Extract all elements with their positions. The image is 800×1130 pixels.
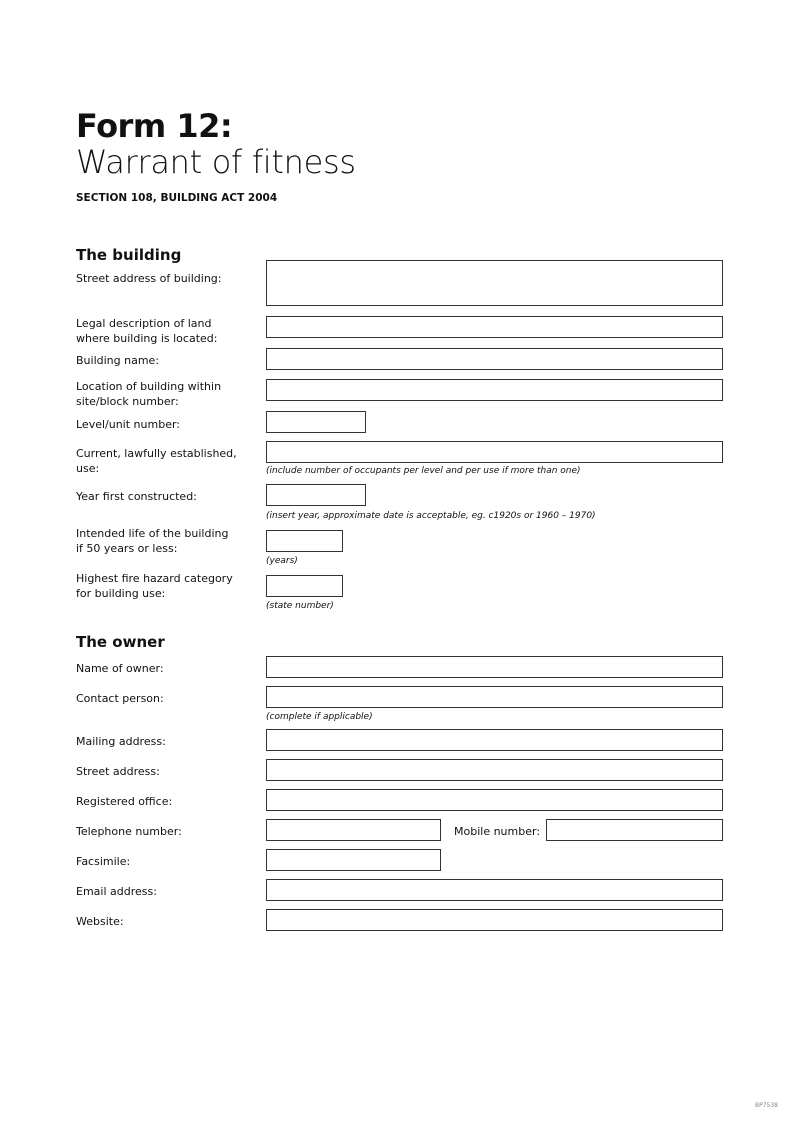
form-subtitle: SECTION 108, BUILDING ACT 2004 [76,192,278,204]
registered-office-field[interactable] [266,789,723,811]
legal-description-label: Legal description of land where building is located: [76,317,218,345]
legal-description-field[interactable] [266,316,723,338]
fire-hazard-label: Highest fire hazard category for building use: [76,572,233,600]
form-title: Warrant of fitness [76,143,356,181]
building-name-label: Building name: [76,354,160,367]
telephone-field[interactable] [266,819,441,841]
level-unit-label: Level/unit number: [76,418,180,431]
facsimile-label: Facsimile: [76,855,131,868]
fire-hazard-field[interactable] [266,575,343,597]
owner-name-label: Name of owner: [76,662,164,675]
street-address-label: Street address of building: [76,272,222,285]
year-constructed-field[interactable] [266,484,366,506]
owner-street-address-field[interactable] [266,759,723,781]
contact-person-hint: (complete if applicable) [266,712,373,722]
facsimile-field[interactable] [266,849,441,871]
owner-name-field[interactable] [266,656,723,678]
mobile-label: Mobile number: [454,825,541,838]
telephone-label: Telephone number: [76,825,182,838]
intended-life-hint: (years) [266,556,298,566]
registered-office-label: Registered office: [76,795,173,808]
level-unit-field[interactable] [266,411,366,433]
owner-section-heading: The owner [76,633,165,651]
year-constructed-hint: (insert year, approximate date is acceptable, eg. c1920s or 1960 – 1970) [266,511,596,521]
fire-hazard-hint: (state number) [266,601,334,611]
contact-person-field[interactable] [266,686,723,708]
mailing-address-field[interactable] [266,729,723,751]
street-address-field[interactable] [266,260,723,306]
current-use-hint: (include number of occupants per level and per use if more than one) [266,466,581,476]
current-use-field[interactable] [266,441,723,463]
email-field[interactable] [266,879,723,901]
current-use-label: Current, lawfully established, use: [76,447,237,475]
intended-life-field[interactable] [266,530,343,552]
website-label: Website: [76,915,124,928]
website-field[interactable] [266,909,723,931]
form-number: Form 12: [76,107,233,145]
location-field[interactable] [266,379,723,401]
mobile-field[interactable] [546,819,723,841]
owner-street-address-label: Street address: [76,765,160,778]
building-section-heading: The building [76,246,182,264]
mailing-address-label: Mailing address: [76,735,166,748]
intended-life-label: Intended life of the building if 50 years or less: [76,527,229,555]
building-name-field[interactable] [266,348,723,370]
document-id: BP7538 [754,1102,778,1109]
year-constructed-label: Year first constructed: [76,490,197,503]
location-label: Location of building within site/block number: [76,380,222,408]
contact-person-label: Contact person: [76,692,164,705]
email-label: Email address: [76,885,157,898]
